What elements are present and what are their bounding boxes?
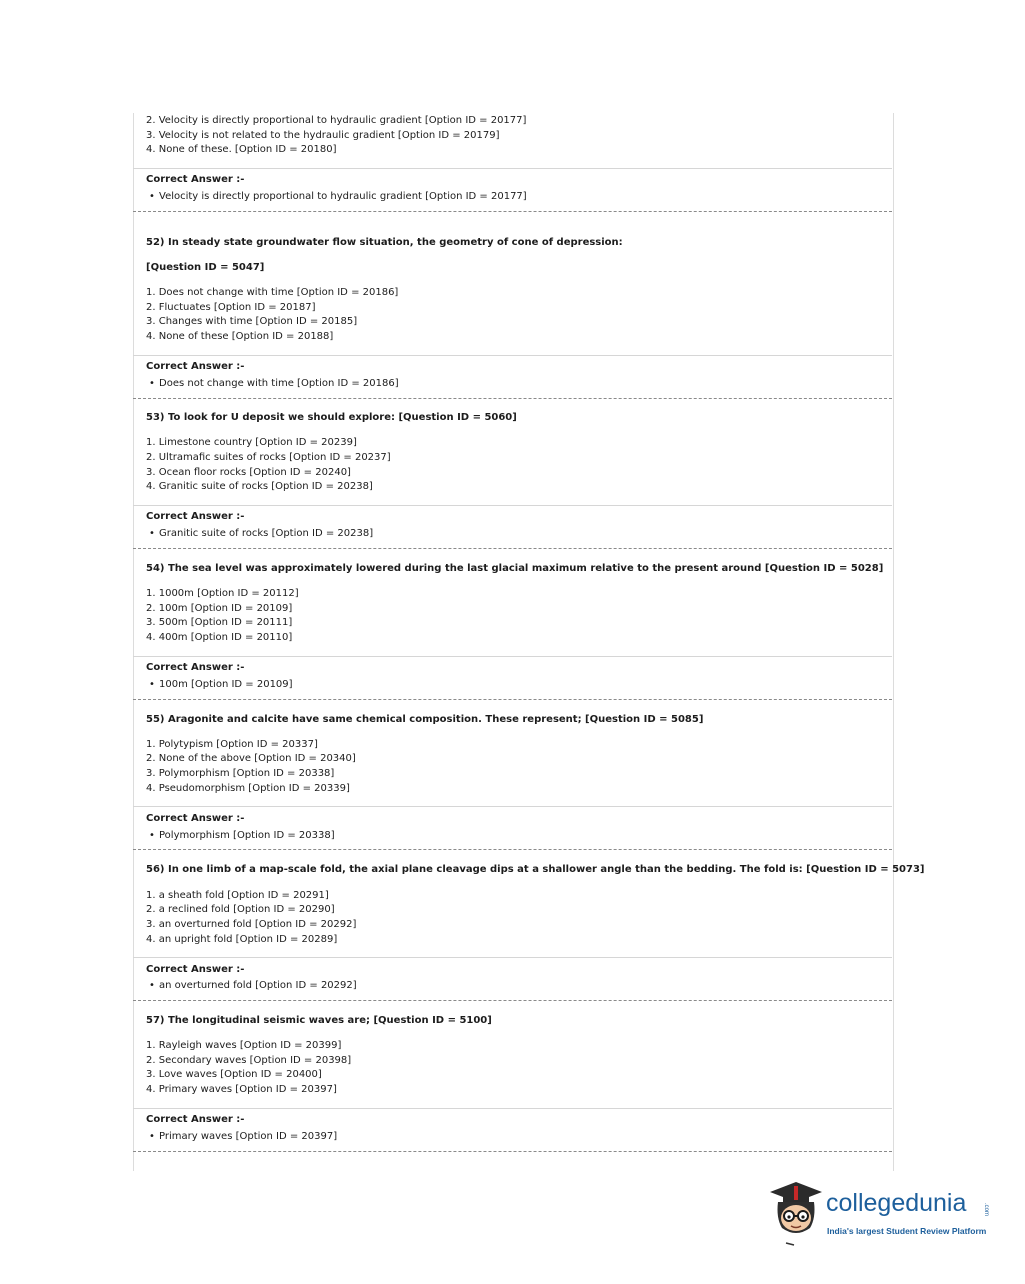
- option-item: 2. Velocity is directly proportional to hydraulic gradient [Option ID = 20177]: [146, 115, 527, 126]
- divider: [133, 1108, 892, 1109]
- correct-answer-text: Does not change with time [Option ID = 20186]: [159, 378, 399, 389]
- question-divider: [133, 548, 892, 549]
- question-divider: [133, 849, 892, 850]
- correct-answer-label: Correct Answer :-: [146, 511, 245, 522]
- correct-answer-text: 100m [Option ID = 20109]: [159, 679, 293, 690]
- correct-answer-text: an overturned fold [Option ID = 20292]: [159, 980, 357, 991]
- option-item: 1. a sheath fold [Option ID = 20291]: [146, 890, 329, 901]
- option-item: 3. Changes with time [Option ID = 20185]: [146, 316, 358, 327]
- question-text: 54) The sea level was approximately lowered during the last glacial maximum relative to the present around [Question ID = 5028]: [146, 563, 884, 574]
- option-item: 1. Polytypism [Option ID = 20337]: [146, 739, 318, 750]
- option-item: 2. 100m [Option ID = 20109]: [146, 603, 293, 614]
- option-item: 2. a reclined fold [Option ID = 20290]: [146, 904, 335, 915]
- question-divider: [133, 699, 892, 700]
- option-item: 4. None of these [Option ID = 20188]: [146, 331, 334, 342]
- option-item: 3. 500m [Option ID = 20111]: [146, 617, 293, 628]
- bullet-icon: •: [149, 378, 155, 389]
- correct-answer-text: Primary waves [Option ID = 20397]: [159, 1131, 338, 1142]
- divider: [133, 355, 892, 356]
- option-item: 4. None of these. [Option ID = 20180]: [146, 144, 337, 155]
- option-item: 3. an overturned fold [Option ID = 20292]: [146, 919, 357, 930]
- question-text: 52) In steady state groundwater flow situation, the geometry of cone of depression:: [146, 237, 623, 248]
- option-item: 4. 400m [Option ID = 20110]: [146, 632, 293, 643]
- divider: [133, 168, 892, 169]
- correct-answer: [146, 979, 357, 993]
- question-text: 56) In one limb of a map-scale fold, the axial plane cleavage dips at a shallower angle than the bedding. The fold is: [Question ID = 5073]: [146, 864, 925, 875]
- bullet-icon: •: [149, 830, 155, 841]
- option-item: 1. 1000m [Option ID = 20112]: [146, 588, 299, 599]
- bullet-icon: •: [149, 679, 155, 690]
- option-item: 4. Primary waves [Option ID = 20397]: [146, 1084, 337, 1095]
- correct-answer-label: Correct Answer :-: [146, 1114, 245, 1125]
- option-item: 2. Secondary waves [Option ID = 20398]: [146, 1055, 352, 1066]
- question-text: 53) To look for U deposit we should explore: [Question ID = 5060]: [146, 412, 517, 423]
- option-item: 1. Rayleigh waves [Option ID = 20399]: [146, 1040, 342, 1051]
- option-item: 3. Polymorphism [Option ID = 20338]: [146, 768, 335, 779]
- option-item: 1. Limestone country [Option ID = 20239]: [146, 437, 357, 448]
- correct-answer-text: Polymorphism [Option ID = 20338]: [159, 830, 335, 841]
- question-divider: [133, 1000, 892, 1001]
- correct-answer: [146, 678, 293, 692]
- question-divider: [133, 398, 892, 399]
- logo-tagline: India's largest Student Review Platform: [827, 1226, 987, 1236]
- divider: [133, 505, 892, 506]
- correct-answer-label: Correct Answer :-: [146, 361, 245, 372]
- logo-suffix: .com: [983, 1203, 989, 1217]
- option-item: 3. Velocity is not related to the hydraulic gradient [Option ID = 20179]: [146, 130, 500, 141]
- logo-wordmark: collegedunia: [826, 1189, 967, 1217]
- divider: [133, 656, 892, 657]
- bullet-icon: •: [149, 1131, 155, 1142]
- bullet-icon: •: [149, 528, 155, 539]
- correct-answer-text: Granitic suite of rocks [Option ID = 20238]: [159, 528, 374, 539]
- correct-answer-label: Correct Answer :-: [146, 964, 245, 975]
- divider: [133, 957, 892, 958]
- correct-answer-label: Correct Answer :-: [146, 813, 245, 824]
- correct-answer: [146, 190, 527, 204]
- question-divider: [133, 1151, 892, 1152]
- option-item: 4. Pseudomorphism [Option ID = 20339]: [146, 783, 350, 794]
- option-item: 4. an upright fold [Option ID = 20289]: [146, 934, 338, 945]
- question-text: 57) The longitudinal seismic waves are; [Question ID = 5100]: [146, 1015, 492, 1026]
- bullet-icon: •: [149, 191, 155, 202]
- option-item: 2. Fluctuates [Option ID = 20187]: [146, 302, 316, 313]
- correct-answer-label: Correct Answer :-: [146, 662, 245, 673]
- divider: [133, 806, 892, 807]
- correct-answer-label: Correct Answer :-: [146, 174, 245, 185]
- correct-answer: [146, 1130, 337, 1144]
- option-item: 4. Granitic suite of rocks [Option ID = 20238]: [146, 481, 373, 492]
- option-item: 2. Ultramafic suites of rocks [Option ID = 20237]: [146, 452, 391, 463]
- option-item: 3. Ocean floor rocks [Option ID = 20240]: [146, 467, 351, 478]
- question-text: 55) Aragonite and calcite have same chemical composition. These represent; [Question ID = 5085]: [146, 714, 704, 725]
- option-item: 1. Does not change with time [Option ID = 20186]: [146, 287, 399, 298]
- question-divider: [133, 211, 892, 212]
- correct-answer: [146, 829, 335, 843]
- correct-answer-text: Velocity is directly proportional to hydraulic gradient [Option ID = 20177]: [159, 191, 527, 202]
- mascot-icon: [766, 1176, 826, 1246]
- question-id: [Question ID = 5047]: [146, 262, 265, 273]
- option-item: 3. Love waves [Option ID = 20400]: [146, 1069, 322, 1080]
- option-item: 2. None of the above [Option ID = 20340]: [146, 753, 356, 764]
- bullet-icon: •: [149, 980, 155, 991]
- correct-answer: [146, 377, 399, 391]
- correct-answer: [146, 527, 373, 541]
